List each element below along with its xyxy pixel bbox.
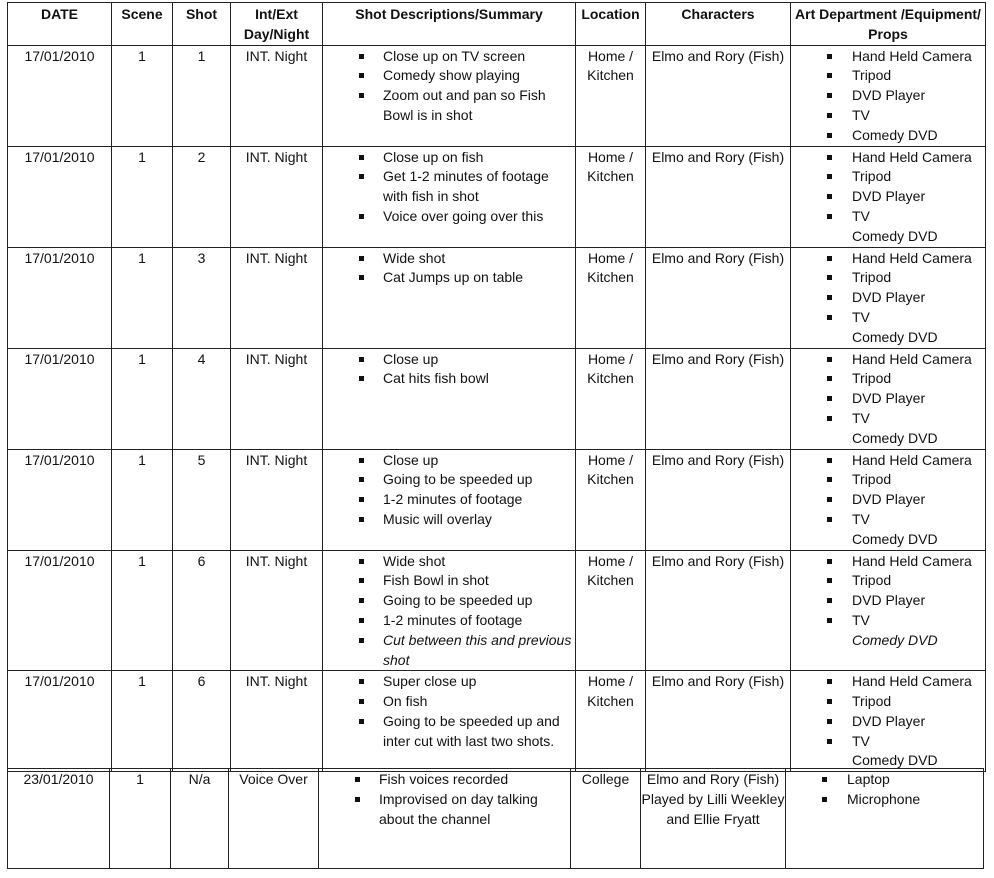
bullet-item: Tripod — [791, 470, 985, 490]
table-row — [8, 348, 986, 449]
scene-cell: 1 — [112, 550, 173, 671]
header-location: Location — [576, 3, 646, 46]
location-cell: Home / Kitchen — [576, 45, 646, 146]
header-int-ext: Int/Ext Day/Night — [231, 3, 323, 46]
props-cell — [791, 671, 986, 772]
scene-cell: 1 — [110, 769, 171, 869]
bullet-item: Improvised on day talking about the channel — [319, 790, 570, 830]
location-cell: Home / Kitchen — [576, 550, 646, 671]
bullet-item: DVD Player — [791, 288, 985, 308]
date-cell: 17/01/2010 — [8, 671, 112, 772]
description-cell — [319, 769, 571, 869]
table-row — [8, 247, 986, 348]
list-item: Comedy DVD — [852, 328, 938, 345]
bullet-item: Get 1-2 minutes of footage with fish in shot — [323, 167, 575, 207]
scene-cell: 1 — [112, 247, 173, 348]
bullet-item: TV — [791, 409, 985, 429]
header-characters: Characters — [646, 3, 791, 46]
table-row — [8, 769, 984, 869]
characters-cell: Elmo and Rory (Fish) — [646, 449, 791, 550]
props-cell — [791, 247, 986, 348]
bullet-item: Voice over going over this — [323, 207, 575, 227]
bullet-item: DVD Player — [791, 187, 985, 207]
bullet-item: Fish voices recorded — [319, 770, 570, 790]
bullet-item: TV — [791, 732, 985, 752]
date-cell: 23/01/2010 — [8, 769, 110, 869]
characters-cell: Elmo and Rory (Fish) — [646, 348, 791, 449]
table-row — [8, 550, 986, 671]
shot-list-table — [7, 2, 986, 772]
bullet-item: Microphone — [786, 790, 983, 810]
props-cell — [791, 449, 986, 550]
description-cell — [323, 550, 576, 671]
bullet-item: 1-2 minutes of footage — [323, 490, 575, 510]
bullet-item: TV — [791, 106, 985, 126]
bullet-item: Wide shot — [323, 249, 575, 269]
characters-cell: Elmo and Rory (Fish) — [646, 671, 791, 772]
shot-cell: 4 — [173, 348, 231, 449]
bullet-item: Zoom out and pan so Fish Bowl is in shot — [323, 86, 575, 126]
bullet-item: DVD Player — [791, 389, 985, 409]
header-shot: Shot — [173, 3, 231, 46]
int-ext-cell: INT. Night — [231, 348, 323, 449]
bullet-item: Close up on fish — [323, 148, 575, 168]
bullet-item: On fish — [323, 692, 575, 712]
bullet-item: Music will overlay — [323, 510, 575, 530]
description-cell — [323, 449, 576, 550]
props-cell — [791, 45, 986, 146]
description-cell — [323, 247, 576, 348]
location-cell: Home / Kitchen — [576, 449, 646, 550]
bullet-item: Laptop — [786, 770, 983, 790]
scene-cell: 1 — [112, 671, 173, 772]
description-cell — [323, 348, 576, 449]
shot-cell: 3 — [173, 247, 231, 348]
bullet-item: Wide shot — [323, 552, 575, 572]
characters-cell: Elmo and Rory (Fish) Played by Lilli Weekley and Ellie Fryatt — [641, 769, 786, 869]
characters-cell: Elmo and Rory (Fish) — [646, 247, 791, 348]
bullet-item: Hand Held Camera — [791, 552, 985, 572]
location-cell: Home / Kitchen — [576, 671, 646, 772]
bullet-item: Hand Held Camera — [791, 350, 985, 370]
bullet-item: 1-2 minutes of footage — [323, 611, 575, 631]
int-ext-cell: INT. Night — [231, 671, 323, 772]
int-ext-cell: Voice Over — [229, 769, 319, 869]
bullet-item: Going to be speeded up — [323, 591, 575, 611]
bullet-item: Tripod — [791, 66, 985, 86]
shot-cell: 6 — [173, 550, 231, 671]
location-cell: Home / Kitchen — [576, 247, 646, 348]
table-row — [8, 146, 986, 247]
bullet-item: Cat Jumps up on table — [323, 268, 575, 288]
characters-cell: Elmo and Rory (Fish) — [646, 550, 791, 671]
list-item: Comedy DVD — [852, 530, 938, 547]
bullet-item: Fish Bowl in shot — [323, 571, 575, 591]
scene-cell: 1 — [112, 449, 173, 550]
bullet-item: Hand Held Camera — [791, 672, 985, 692]
header-scene: Scene — [112, 3, 173, 46]
table-row — [8, 671, 986, 772]
date-cell: 17/01/2010 — [8, 348, 112, 449]
shot-cell: 6 — [173, 671, 231, 772]
scene-cell: 1 — [112, 146, 173, 247]
props-cell — [791, 348, 986, 449]
props-cell — [791, 550, 986, 671]
table-row — [8, 45, 986, 146]
list-item: Comedy DVD — [852, 227, 938, 244]
scene-cell: 1 — [112, 348, 173, 449]
bullet-item: TV — [791, 611, 985, 631]
header-row — [8, 3, 986, 46]
scene-cell: 1 — [112, 45, 173, 146]
int-ext-cell: INT. Night — [231, 45, 323, 146]
bullet-item: Comedy show playing — [323, 66, 575, 86]
header-props: Art Department /Equipment/ Props — [791, 3, 986, 46]
bullet-item: Tripod — [791, 571, 985, 591]
bullet-item: Hand Held Camera — [791, 451, 985, 471]
date-cell: 17/01/2010 — [8, 449, 112, 550]
bullet-item: TV — [791, 308, 985, 328]
bullet-item: Close up — [323, 350, 575, 370]
bullet-item: Super close up — [323, 672, 575, 692]
shot-cell: 2 — [173, 146, 231, 247]
int-ext-cell: INT. Night — [231, 247, 323, 348]
bullet-item: TV — [791, 510, 985, 530]
table-row — [8, 449, 986, 550]
bullet-item: DVD Player — [791, 490, 985, 510]
bullet-item: Comedy DVD — [791, 126, 985, 146]
bullet-item: Tripod — [791, 692, 985, 712]
date-cell: 17/01/2010 — [8, 45, 112, 146]
bullet-item: Cut between this and previous shot — [323, 631, 575, 671]
bullet-item: DVD Player — [791, 86, 985, 106]
location-cell: Home / Kitchen — [576, 146, 646, 247]
int-ext-cell: INT. Night — [231, 146, 323, 247]
voice-over-table — [7, 768, 984, 869]
bullet-item: Tripod — [791, 268, 985, 288]
bullet-item: Hand Held Camera — [791, 249, 985, 269]
props-cell — [786, 769, 984, 869]
bullet-item: Tripod — [791, 369, 985, 389]
bullet-item: Going to be speeded up and inter cut with last two shots. — [323, 712, 575, 752]
header-date: DATE — [8, 3, 112, 46]
header-shot-description: Shot Descriptions/Summary — [323, 3, 576, 46]
date-cell: 17/01/2010 — [8, 247, 112, 348]
int-ext-cell: INT. Night — [231, 449, 323, 550]
bullet-item: Hand Held Camera — [791, 47, 985, 67]
bullet-item: DVD Player — [791, 712, 985, 732]
location-cell: Home / Kitchen — [576, 348, 646, 449]
description-cell — [323, 45, 576, 146]
list-item: Comedy DVD — [852, 429, 938, 446]
shot-cell: N/a — [171, 769, 229, 869]
bullet-item: Close up on TV screen — [323, 47, 575, 67]
description-cell — [323, 146, 576, 247]
description-cell — [323, 671, 576, 772]
props-cell — [791, 146, 986, 247]
bullet-item: Close up — [323, 451, 575, 471]
bullet-item: Cat hits fish bowl — [323, 369, 575, 389]
characters-cell: Elmo and Rory (Fish) — [646, 146, 791, 247]
shot-cell: 5 — [173, 449, 231, 550]
location-cell: College — [571, 769, 641, 869]
date-cell: 17/01/2010 — [8, 146, 112, 247]
bullet-item: Going to be speeded up — [323, 470, 575, 490]
list-item: Comedy DVD — [852, 752, 938, 769]
list-item: Comedy DVD — [852, 631, 938, 648]
characters-cell: Elmo and Rory (Fish) — [646, 45, 791, 146]
bullet-item: Tripod — [791, 167, 985, 187]
bullet-item: Hand Held Camera — [791, 148, 985, 168]
shot-cell: 1 — [173, 45, 231, 146]
date-cell: 17/01/2010 — [8, 550, 112, 671]
bullet-item: TV — [791, 207, 985, 227]
int-ext-cell: INT. Night — [231, 550, 323, 671]
bullet-item: DVD Player — [791, 591, 985, 611]
